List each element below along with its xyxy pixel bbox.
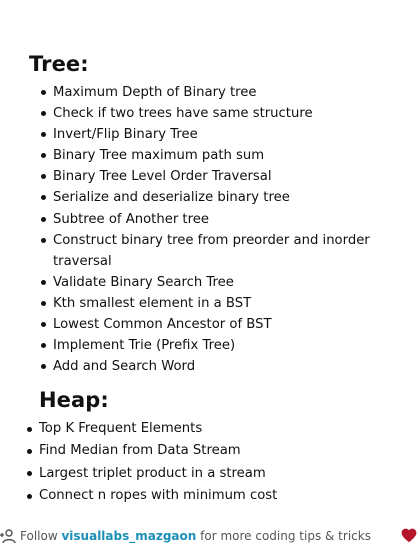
list-item: Find Median from Data Stream <box>13 440 409 462</box>
list-item: Construct binary tree from preorder and inorder traversal <box>29 230 409 272</box>
list-item: Check if two trees have same structure <box>29 103 409 124</box>
heart-icon[interactable] <box>401 528 417 543</box>
list-item: Add and Search Word <box>29 356 409 377</box>
tree-heading: Tree: <box>29 52 89 76</box>
list-item: Connect n ropes with minimum cost <box>13 485 409 507</box>
list-item: Serialize and deserialize binary tree <box>29 187 409 208</box>
footer-handle-link[interactable]: visuallabs_mazgaon <box>61 529 197 543</box>
list-item: Largest triplet product in a stream <box>13 463 409 485</box>
list-item: Validate Binary Search Tree <box>29 272 409 293</box>
list-item: Kth smallest element in a BST <box>29 293 409 314</box>
list-item: Lowest Common Ancestor of BST <box>29 314 409 335</box>
heap-list <box>13 418 409 508</box>
list-item: Top K Frequent Elements <box>13 418 409 440</box>
list-item: Binary Tree maximum path sum <box>29 145 409 166</box>
heap-heading: Heap: <box>39 388 109 412</box>
tree-list <box>29 82 409 377</box>
footer-prefix: Follow <box>20 529 58 543</box>
list-item: Subtree of Another tree <box>29 209 409 230</box>
list-item: Binary Tree Level Order Traversal <box>29 166 409 187</box>
heap-section <box>39 388 409 508</box>
person-icon[interactable] <box>0 528 16 544</box>
list-item: Maximum Depth of Binary tree <box>29 82 409 103</box>
footer-text <box>20 527 371 545</box>
tree-section <box>29 52 409 377</box>
footer <box>0 527 420 545</box>
list-item: Invert/Flip Binary Tree <box>29 124 409 145</box>
list-item: Implement Trie (Prefix Tree) <box>29 335 409 356</box>
footer-suffix: for more coding tips & tricks <box>200 529 371 543</box>
